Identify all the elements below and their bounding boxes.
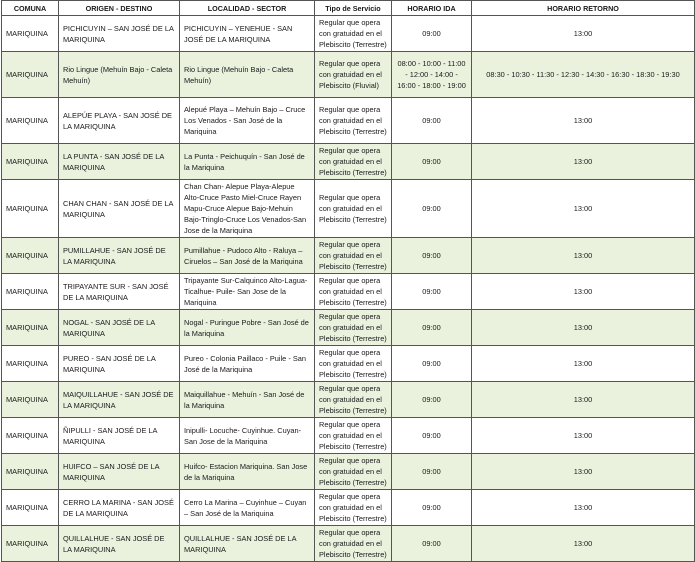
horario-retorno-cell: 13:00 <box>472 382 695 418</box>
horario-ida-cell: 09:00 <box>392 382 472 418</box>
horario-retorno-cell: 13:00 <box>472 310 695 346</box>
tipo-servicio-cell: Regular que opera con gratuidad en el Plebiscito (Fluvial) <box>315 52 392 98</box>
horario-retorno-cell: 13:00 <box>472 144 695 180</box>
header-comuna: COMUNA <box>2 1 59 16</box>
origen-destino-cell: PUMILLAHUE - SAN JOSÉ DE LA MARIQUINA <box>59 238 180 274</box>
comuna-cell: MARIQUINA <box>2 52 59 98</box>
tipo-servicio-cell: Regular que opera con gratuidad en el Plebiscito (Terrestre) <box>315 274 392 310</box>
horario-retorno-cell: 13:00 <box>472 418 695 454</box>
tipo-servicio-cell: Regular que opera con gratuidad en el Plebiscito (Terrestre) <box>315 526 392 562</box>
localidad-sector-cell: Nogal - Puringue Pobre - San José de la Mariquina <box>180 310 315 346</box>
horario-ida-cell: 09:00 <box>392 310 472 346</box>
horario-retorno-cell: 13:00 <box>472 98 695 144</box>
tipo-servicio-cell: Regular que opera con gratuidad en el Plebiscito (Terrestre) <box>315 490 392 526</box>
horario-ida-cell: 09:00 <box>392 454 472 490</box>
localidad-sector-cell: Maiquillahue - Mehuín - San José de la Mariquina <box>180 382 315 418</box>
horario-ida-cell: 09:00 <box>392 418 472 454</box>
horario-ida-cell: 09:00 <box>392 490 472 526</box>
header-origen-destino: ORIGEN - DESTINO <box>59 1 180 16</box>
origen-destino-cell: Rio Lingue (Mehuín Bajo - Caleta Mehuín) <box>59 52 180 98</box>
localidad-sector-cell: Rio Lingue (Mehuín Bajo - Caleta Mehuín) <box>180 52 315 98</box>
horario-ida-cell: 09:00 <box>392 274 472 310</box>
comuna-cell: MARIQUINA <box>2 382 59 418</box>
tipo-servicio-cell: Regular que opera con gratuidad en el Plebiscito (Terrestre) <box>315 346 392 382</box>
tipo-servicio-cell: Regular que opera con gratuidad en el Plebiscito (Terrestre) <box>315 144 392 180</box>
tipo-servicio-cell: Regular que opera con gratuidad en el Plebiscito (Terrestre) <box>315 454 392 490</box>
comuna-cell: MARIQUINA <box>2 180 59 238</box>
tipo-servicio-cell: Regular que opera con gratuidad en el Plebiscito (Terrestre) <box>315 238 392 274</box>
table-row <box>2 310 695 346</box>
localidad-sector-cell: Pumillahue - Pudoco Alto - Raluya – Ciruelos – San José de la Mariquina <box>180 238 315 274</box>
localidad-sector-cell: Pureo - Colonia Paillaco - Puile - San José de la Mariquina <box>180 346 315 382</box>
horario-retorno-cell: 13:00 <box>472 180 695 238</box>
origen-destino-cell: TRIPAYANTE SUR - SAN JOSÉ DE LA MARIQUINA <box>59 274 180 310</box>
origen-destino-cell: PUREO - SAN JOSÉ DE LA MARIQUINA <box>59 346 180 382</box>
localidad-sector-cell: Tripayante Sur-Calquinco Alto-Lagua- Ticalhue- Puile- San Jose de la Mariquina <box>180 274 315 310</box>
table-row <box>2 418 695 454</box>
table-row <box>2 526 695 562</box>
origen-destino-cell: ALEPÚE PLAYA - SAN JOSÉ DE LA MARIQUINA <box>59 98 180 144</box>
table-row <box>2 180 695 238</box>
origen-destino-cell: CERRO LA MARINA - SAN JOSÉ DE LA MARIQUINA <box>59 490 180 526</box>
table-row <box>2 454 695 490</box>
comuna-cell: MARIQUINA <box>2 346 59 382</box>
tipo-servicio-cell: Regular que opera con gratuidad en el Plebiscito (Terrestre) <box>315 16 392 52</box>
table-row <box>2 382 695 418</box>
transport-schedule-table <box>1 0 695 562</box>
table-row <box>2 346 695 382</box>
origen-destino-cell: HUIFCO – SAN JOSÉ DE LA MARIQUINA <box>59 454 180 490</box>
tipo-servicio-cell: Regular que opera con gratuidad en el Plebiscito (Terrestre) <box>315 310 392 346</box>
table-row <box>2 52 695 98</box>
horario-retorno-cell: 08:30 - 10:30 - 11:30 - 12:30 - 14:30 - 16:30 - 18:30 - 19:30 <box>472 52 695 98</box>
comuna-cell: MARIQUINA <box>2 144 59 180</box>
tipo-servicio-cell: Regular que opera con gratuidad en el Plebiscito (Terrestre) <box>315 418 392 454</box>
comuna-cell: MARIQUINA <box>2 274 59 310</box>
localidad-sector-cell: Inipulli- Locuche- Cuyinhue. Cuyan- San Jose de la Mariquina <box>180 418 315 454</box>
localidad-sector-cell: PICHICUYIN – YENEHUE - SAN JOSÉ DE LA MARIQUINA <box>180 16 315 52</box>
table-row <box>2 274 695 310</box>
header-row <box>2 1 695 16</box>
localidad-sector-cell: Chan Chan- Alepue Playa-Alepue Alto-Cruce Pasto Miel-Cruce Rayen Mapu-Cruce Alepue Bajo-Mehuin Bajo-Tringlo-Cruce Los Venados-San Jose de la Mariquina <box>180 180 315 238</box>
horario-ida-cell: 09:00 <box>392 144 472 180</box>
header-horario-ida: HORARIO IDA <box>392 1 472 16</box>
horario-ida-cell: 08:00 - 10:00 - 11:00 - 12:00 - 14:00 - 16:00 - 18:00 - 19:00 <box>392 52 472 98</box>
horario-retorno-cell: 13:00 <box>472 16 695 52</box>
localidad-sector-cell: La Punta - Peichuquín - San José de la Mariquina <box>180 144 315 180</box>
table-row <box>2 98 695 144</box>
horario-ida-cell: 09:00 <box>392 16 472 52</box>
header-localidad-sector: LOCALIDAD - SECTOR <box>180 1 315 16</box>
header-horario-retorno: HORARIO RETORNO <box>472 1 695 16</box>
origen-destino-cell: CHAN CHAN - SAN JOSÉ DE LA MARIQUINA <box>59 180 180 238</box>
horario-ida-cell: 09:00 <box>392 238 472 274</box>
origen-destino-cell: ÑIPULLI - SAN JOSÉ DE LA MARIQUINA <box>59 418 180 454</box>
tipo-servicio-cell: Regular que opera con gratuidad en el Plebiscito (Terrestre) <box>315 98 392 144</box>
header-tipo-servicio: Tipo de Servicio <box>315 1 392 16</box>
origen-destino-cell: LA PUNTA - SAN JOSÉ DE LA MARIQUINA <box>59 144 180 180</box>
comuna-cell: MARIQUINA <box>2 310 59 346</box>
tipo-servicio-cell: Regular que opera con gratuidad en el Plebiscito (Terrestre) <box>315 180 392 238</box>
horario-ida-cell: 09:00 <box>392 526 472 562</box>
origen-destino-cell: NOGAL - SAN JOSÉ DE LA MARIQUINA <box>59 310 180 346</box>
localidad-sector-cell: Huifco- Estacion Mariquina. San Jose de la Mariquina <box>180 454 315 490</box>
table-row <box>2 490 695 526</box>
comuna-cell: MARIQUINA <box>2 526 59 562</box>
origen-destino-cell: MAIQUILLAHUE - SAN JOSÉ DE LA MARIQUINA <box>59 382 180 418</box>
horario-retorno-cell: 13:00 <box>472 490 695 526</box>
table-row <box>2 144 695 180</box>
comuna-cell: MARIQUINA <box>2 16 59 52</box>
table-row <box>2 238 695 274</box>
horario-retorno-cell: 13:00 <box>472 454 695 490</box>
comuna-cell: MARIQUINA <box>2 98 59 144</box>
origen-destino-cell: QUILLALHUE - SAN JOSÉ DE LA MARIQUINA <box>59 526 180 562</box>
tipo-servicio-cell: Regular que opera con gratuidad en el Plebiscito (Terrestre) <box>315 382 392 418</box>
horario-ida-cell: 09:00 <box>392 180 472 238</box>
comuna-cell: MARIQUINA <box>2 454 59 490</box>
horario-retorno-cell: 13:00 <box>472 526 695 562</box>
table-row <box>2 16 695 52</box>
comuna-cell: MARIQUINA <box>2 418 59 454</box>
horario-ida-cell: 09:00 <box>392 98 472 144</box>
comuna-cell: MARIQUINA <box>2 238 59 274</box>
localidad-sector-cell: Cerro La Marina – Cuyinhue – Cuyan – San José de la Mariquina <box>180 490 315 526</box>
horario-retorno-cell: 13:00 <box>472 238 695 274</box>
horario-retorno-cell: 13:00 <box>472 274 695 310</box>
horario-ida-cell: 09:00 <box>392 346 472 382</box>
localidad-sector-cell: QUILLALHUE - SAN JOSÉ DE LA MARIQUINA <box>180 526 315 562</box>
horario-retorno-cell: 13:00 <box>472 346 695 382</box>
origen-destino-cell: PICHICUYIN – SAN JOSÉ DE LA MARIQUINA <box>59 16 180 52</box>
comuna-cell: MARIQUINA <box>2 490 59 526</box>
localidad-sector-cell: Alepué Playa – Mehuín Bajo – Cruce Los Venados - San José de la Mariquina <box>180 98 315 144</box>
